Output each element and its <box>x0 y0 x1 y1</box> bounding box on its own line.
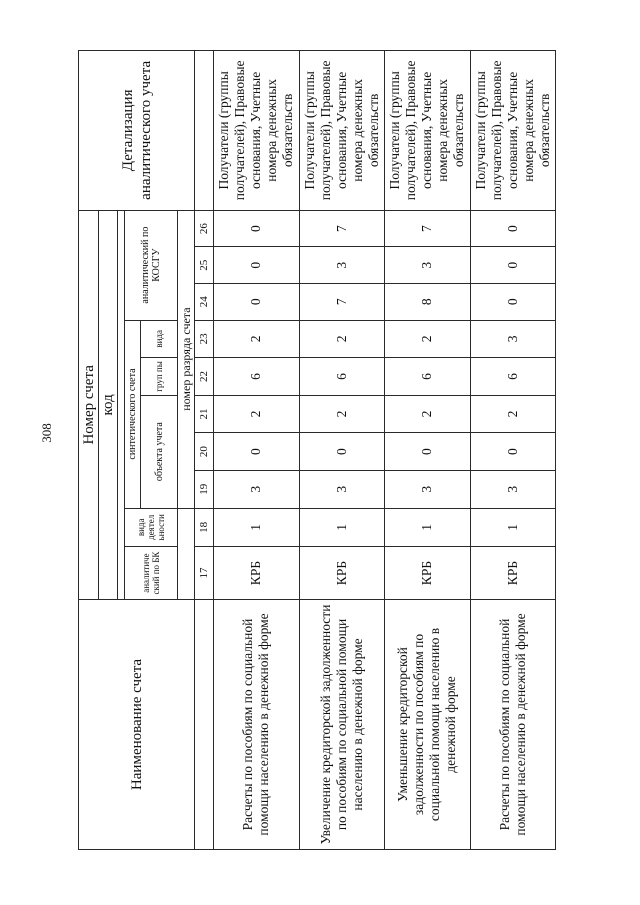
table-row <box>470 51 556 850</box>
value-cell: 7 <box>299 210 385 247</box>
value-cell: 3 <box>299 247 385 284</box>
value-cell: 7 <box>385 210 471 247</box>
header-row-1 <box>79 51 99 850</box>
account-table-sheet <box>78 50 556 850</box>
account-name-cell: Расчеты по пособиям по социальной помощи населению в денежной форме <box>470 599 556 849</box>
page-number <box>32 424 62 442</box>
value-cell: 2 <box>385 320 471 358</box>
detail-cell: Получатели (группы получателей), Правовые основания, Учетные номера денежных обязательств <box>214 51 300 211</box>
value-cell: КРБ <box>385 547 471 600</box>
column-number: 26 <box>195 210 214 247</box>
value-cell: 1 <box>385 508 471 547</box>
column-number: 23 <box>195 320 214 358</box>
column-number: 18 <box>195 508 214 547</box>
value-cell: 3 <box>299 470 385 508</box>
value-cell: 3 <box>385 247 471 284</box>
header-kind: вида <box>141 320 178 358</box>
table-row <box>385 51 471 850</box>
column-number: 17 <box>195 547 214 600</box>
value-cell: 2 <box>385 395 471 433</box>
table-row <box>214 51 300 850</box>
header-group: груп пы <box>141 358 178 396</box>
value-cell: 0 <box>470 283 556 320</box>
value-cell: 6 <box>470 358 556 396</box>
header-digit-number: номер разряда счета <box>178 210 195 508</box>
value-cell: 2 <box>214 395 300 433</box>
column-number: 21 <box>195 395 214 433</box>
value-cell: 6 <box>385 358 471 396</box>
account-name-cell: Уменьшение кредиторской задолженности по пособиям по социальной помощи населению в денежной форме <box>385 599 471 849</box>
value-cell: 2 <box>299 395 385 433</box>
header-spacer <box>118 210 125 599</box>
column-number-blank <box>195 599 214 849</box>
account-name-cell: Увеличение кредиторской задолженности по пособиям по социальной помощи населению в денежной форме <box>299 599 385 849</box>
value-cell: 0 <box>214 283 300 320</box>
value-cell: 2 <box>470 395 556 433</box>
detail-cell: Получатели (группы получателей), Правовые основания, Учетные номера денежных обязательств <box>299 51 385 211</box>
value-cell: 0 <box>385 433 471 471</box>
header-account-object: объекта учета <box>141 395 178 508</box>
value-cell: 7 <box>299 283 385 320</box>
header-analytical-bk: аналитиче ский по БК <box>125 547 178 600</box>
value-cell: 2 <box>214 320 300 358</box>
value-cell: 8 <box>385 283 471 320</box>
header-synthetic-account: синтетического счета <box>125 320 141 508</box>
account-name-cell: Расчеты по пособиям по социальной помощи населению в денежной форме <box>214 599 300 849</box>
value-cell: 3 <box>470 470 556 508</box>
value-cell: 2 <box>299 320 385 358</box>
value-cell: 6 <box>299 358 385 396</box>
column-number: 24 <box>195 283 214 320</box>
value-cell: КРБ <box>470 547 556 600</box>
detail-cell: Получатели (группы получателей), Правовые основания, Учетные номера денежных обязательств <box>385 51 471 211</box>
detail-cell: Получатели (группы получателей), Правовые основания, Учетные номера денежных обязательств <box>470 51 556 211</box>
value-cell: 0 <box>214 247 300 284</box>
value-cell: 0 <box>299 433 385 471</box>
account-table <box>78 50 556 850</box>
page-number-text: 308 <box>39 423 54 443</box>
header-account-name: Наименование счета <box>79 599 195 849</box>
column-number-row <box>195 51 214 850</box>
value-cell: 0 <box>470 247 556 284</box>
value-cell: 6 <box>214 358 300 396</box>
header-code: код <box>99 210 118 599</box>
value-cell: 1 <box>214 508 300 547</box>
value-cell: 3 <box>470 320 556 358</box>
value-cell: 0 <box>470 210 556 247</box>
column-number-blank <box>195 51 214 211</box>
column-number: 22 <box>195 358 214 396</box>
header-account-number: Номер счета <box>79 210 99 599</box>
value-cell: 0 <box>470 433 556 471</box>
column-number: 19 <box>195 470 214 508</box>
value-cell: 1 <box>299 508 385 547</box>
value-cell: 0 <box>214 433 300 471</box>
column-number: 25 <box>195 247 214 284</box>
column-number: 20 <box>195 433 214 471</box>
header-detail: Детализация аналитического учета <box>79 51 195 211</box>
header-activity-type: вида деятел ьности <box>125 508 178 547</box>
header-blank <box>178 508 195 599</box>
value-cell: 3 <box>385 470 471 508</box>
value-cell: 0 <box>214 210 300 247</box>
value-cell: 1 <box>470 508 556 547</box>
value-cell: КРБ <box>214 547 300 600</box>
value-cell: КРБ <box>299 547 385 600</box>
value-cell: 3 <box>214 470 300 508</box>
table-row <box>299 51 385 850</box>
header-kosgu: аналитический по КОСГУ <box>125 210 178 320</box>
